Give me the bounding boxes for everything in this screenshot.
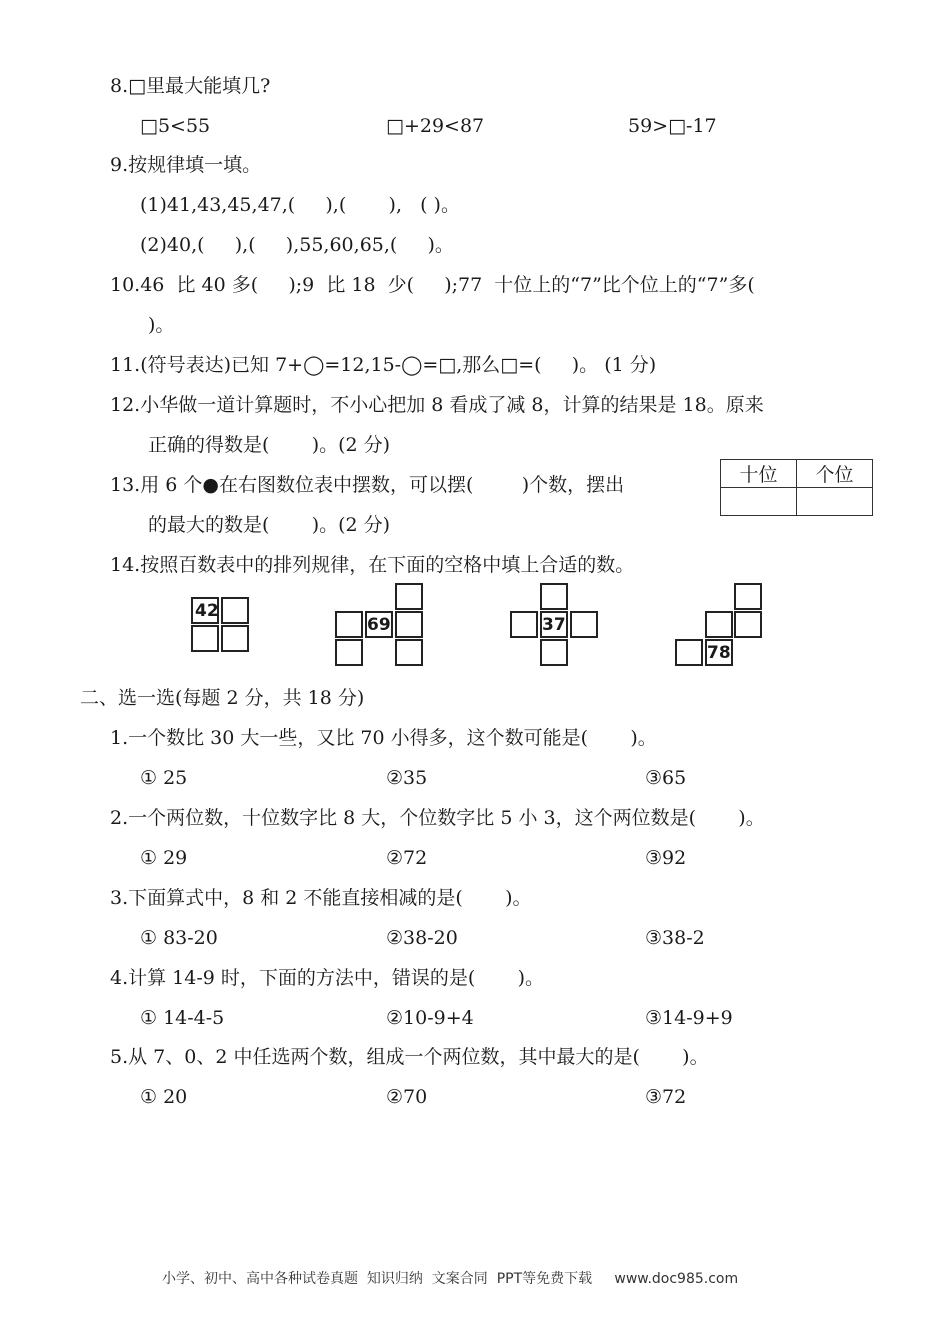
given-number: 37 [542,615,566,635]
cell-blank[interactable] [191,625,219,652]
cell-blank[interactable] [221,597,249,624]
given-number: 78 [707,643,731,663]
q13-line-2: 的最大的数是( )。(2 分) [148,514,391,536]
q12-line-1: 12.小华做一道计算题时，不小心把加 8 看成了减 8，计算的结果是 18。原来 [110,394,764,416]
footer-text: 小学、初中、高中各种试卷真题 知识归纳 文案合同 PPT等免费下载 www.doc985.com [162,1271,739,1287]
given-number: 69 [367,615,391,635]
cell-tens-blank[interactable] [721,488,797,516]
cell-blank[interactable] [705,611,733,638]
cell-blank[interactable] [395,611,423,638]
q9-line-2: (2)40,( ),( ),55,60,65,( )。 [140,234,454,256]
q10-line-1: 10.46 比 40 多( );9 比 18 少( );77 十位上的“7”比个位上的“7”多( [110,274,755,296]
cell-blank[interactable] [221,625,249,652]
cell-blank[interactable] [675,639,703,666]
choice-q4-option-3[interactable]: ③14-9+9 [645,1007,733,1029]
choice-q3-option-1[interactable]: ① 83-20 [140,927,218,949]
cell-blank[interactable] [510,611,538,638]
choice-q4-option-2[interactable]: ②10-9+4 [386,1007,474,1029]
q10-line-2: )。 [148,314,175,336]
choice-q2-option-3[interactable]: ③92 [645,847,687,869]
header-tens: 十位 [721,460,797,488]
cell-blank[interactable] [540,583,568,610]
choice-q1-option-2[interactable]: ②35 [386,767,428,789]
q8-item-3: 59>□-17 [628,115,717,137]
section-2-heading: 二、选一选(每题 2 分，共 18 分) [80,687,365,709]
choice-q2-option-1[interactable]: ① 29 [140,847,188,869]
q12-line-2: 正确的得数是( )。(2 分) [148,434,391,456]
cell-blank[interactable] [395,639,423,666]
cell-ones-blank[interactable] [797,488,873,516]
cell-blank[interactable] [335,611,363,638]
choice-q5-option-3[interactable]: ③72 [645,1086,687,1108]
choice-q4-stem: 4.计算 14-9 时，下面的方法中，错误的是( )。 [110,967,544,989]
q9-title: 9.按规律填一填。 [110,154,262,176]
choice-q1-stem: 1.一个数比 30 大一些，又比 70 小得多，这个数可能是( )。 [110,727,657,749]
choice-q1-option-1[interactable]: ① 25 [140,767,188,789]
q8-item-1: □5<55 [140,115,211,137]
q13-line-1: 13.用 6 个●在右图数位表中摆数，可以摆( )个数，摆出 [110,474,625,496]
place-value-table [720,459,873,516]
q8-title: 8.□里最大能填几? [110,75,271,97]
choice-q5-option-1[interactable]: ① 20 [140,1086,188,1108]
choice-q3-option-2[interactable]: ②38-20 [386,927,458,949]
choice-q4-option-1[interactable]: ① 14-4-5 [140,1007,225,1029]
q9-line-1: (1)41,43,45,47,( ),( ), ( )。 [140,194,460,216]
q14-title: 14.按照百数表中的排列规律，在下面的空格中填上合适的数。 [110,554,635,576]
choice-q2-stem: 2.一个两位数，十位数字比 8 大，个位数字比 5 小 3，这个两位数是( )。 [110,807,765,829]
cell-blank[interactable] [734,583,762,610]
cell-blank[interactable] [570,611,598,638]
choice-q3-option-3[interactable]: ③38-2 [645,927,705,949]
q8-item-2: □+29<87 [386,115,485,137]
given-number: 42 [195,601,219,621]
q11-text: 11.(符号表达)已知 7+◯=12,15-◯=□,那么□=( )。 (1 分) [110,354,657,376]
choice-q2-option-2[interactable]: ②72 [386,847,428,869]
cell-blank[interactable] [335,639,363,666]
header-ones: 个位 [797,460,873,488]
choice-q5-stem: 5.从 7、0、2 中任选两个数，组成一个两位数，其中最大的是( )。 [110,1046,709,1068]
choice-q1-option-3[interactable]: ③65 [645,767,687,789]
cell-blank[interactable] [540,639,568,666]
choice-q3-stem: 3.下面算式中，8 和 2 不能直接相减的是( )。 [110,887,532,909]
cell-blank[interactable] [734,611,762,638]
choice-q5-option-2[interactable]: ②70 [386,1086,428,1108]
cell-blank[interactable] [395,583,423,610]
